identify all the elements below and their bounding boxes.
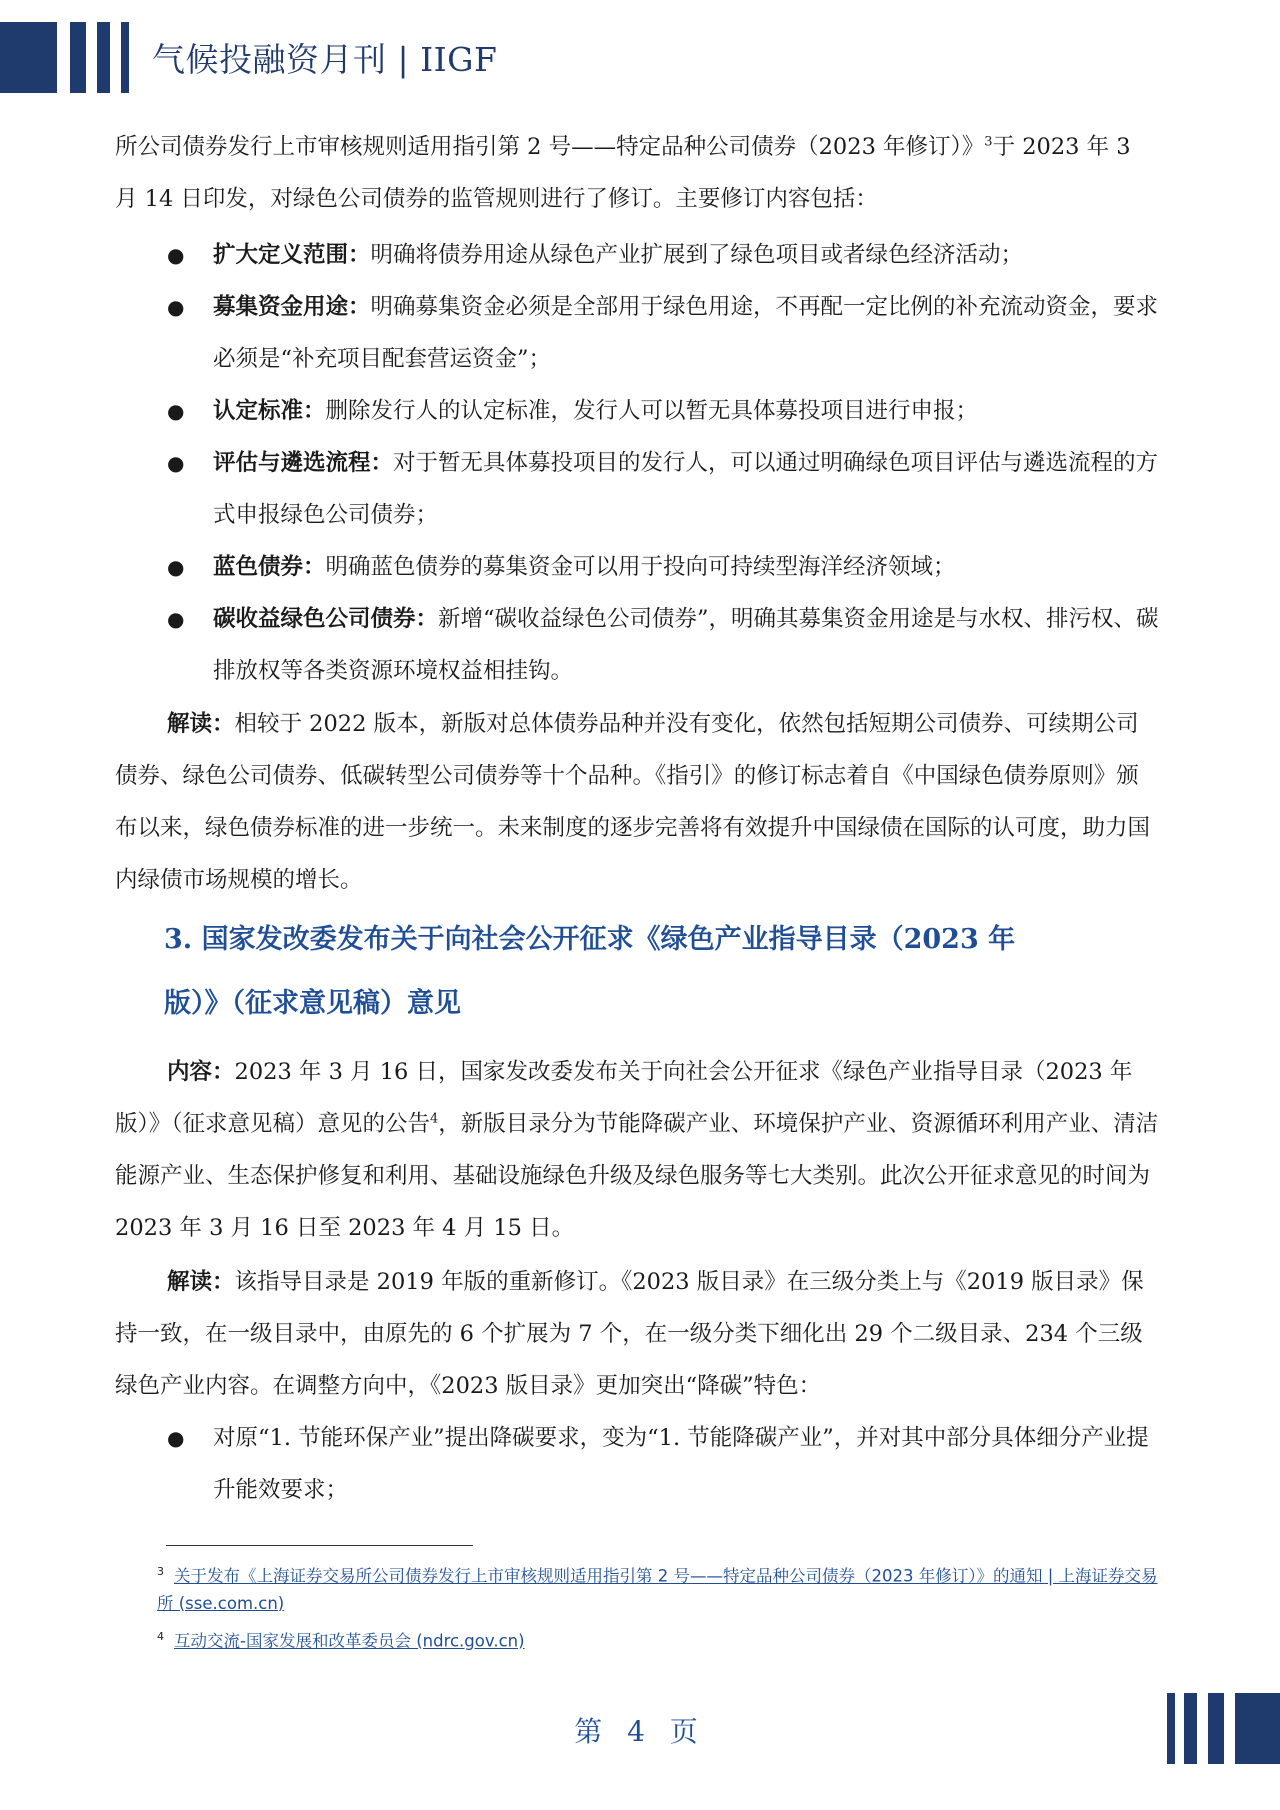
bullet-icon: ●	[167, 451, 185, 475]
footer-bar	[1184, 1693, 1197, 1764]
analysis-paragraph: 解读：相较于 2022 版本，新版对总体债券品种并没有变化，依然包括短期公司债券、可续期公司债券、绿色公司债券、低碳转型公司债券等十个品种。《指引》的修订标志着自《中国绿色债券原则》颁布以来，绿色债券标准的进一步统一。未来制度的逐步完善将有效提升中国绿债在国际的认可度，助力国内绿债市场规模的增长。	[115, 711, 1151, 893]
list-item: ● 募集资金用途：明确募集资金必须是全部用于绿色用途，不再配一定比例的补充流动资金，要求必须是“补充项目配套营运资金”；	[115, 281, 1160, 385]
content-paragraph: 内容：2023 年 3 月 16 日，国家发改委发布关于向社会公开征求《绿色产业指导目录（2023 年版）》（征求意见稿）意见的公告$^4$，新版目录分为节能降碳产业、环境保护产业、资源循环利用产业、清洁能源产业、生态保护修复和利用、基础设施绿色升级及绿色服务等七大类别。此次公开征求意见的时间为 2023 年 3 月 16 日至 2023 年 4 月 15 日。	[115, 1059, 1159, 1241]
analysis-paragraph: 解读：该指导目录是 2019 年版的重新修订。《2023 版目录》在三级分类上与《2019 版目录》保持一致，在一级目录中，由原先的 6 个扩展为 7 个，在一级分类下细化出 29 个二级目录、234 个三级绿色产业内容。在调整方向中，《2023 版目录》更加突出“降碳”特色：	[115, 1269, 1144, 1399]
list-item: ● 评估与遴选流程：对于暂无具体募投项目的发行人，可以通过明确绿色项目评估与遴选流程的方式申报绿色公司债券；	[115, 437, 1160, 541]
header-bar	[97, 22, 110, 93]
bullet-icon: ●	[167, 607, 185, 631]
footnote: $^3$ 关于发布《上海证券交易所公司债券发行上市审核规则适用指引第 2 号——特定品种公司债券（2023 年修订）》的通知 | 上海证券交易所 (sse.com.cn)	[157, 1565, 1158, 1613]
footnote-ref[interactable]: 3	[984, 134, 993, 150]
intro-paragraph: 所公司债券发行上市审核规则适用指引第 2 号——特定品种公司债券（2023 年修订）》$^3$于 2023 年 3 月 14 日印发，对绿色公司债券的监管规则进行了修订。主要修订内容包括：	[115, 134, 1131, 212]
list-item: ● 碳收益绿色公司债券：新增“碳收益绿色公司债券”，明确其募集资金用途是与水权、排污权、碳排放权等各类资源环境权益相挂钩。	[115, 593, 1160, 697]
bullet-icon: ●	[167, 295, 185, 319]
list-item: ● 蓝色债券：明确蓝色债券的募集资金可以用于投向可持续型海洋经济领域；	[115, 541, 1160, 593]
footnote-ref[interactable]: 4	[430, 1111, 439, 1127]
footnote: $^4$ 互动交流-国家发展和改革委员会 (ndrc.gov.cn)	[157, 1630, 525, 1651]
footnote-link[interactable]: 互动交流-国家发展和改革委员会 (ndrc.gov.cn)	[174, 1631, 525, 1651]
footer-bar	[1235, 1693, 1280, 1764]
list-item: ● 认定标准：删除发行人的认定标准，发行人可以暂无具体募投项目进行申报；	[115, 385, 1160, 437]
footnote-link[interactable]: 关于发布《上海证券交易所公司债券发行上市审核规则适用指引第 2 号——特定品种公司债券（2023 年修订）》的通知 | 上海证券交易所 (sse.com.cn)	[157, 1566, 1158, 1613]
bullet-icon: ●	[167, 399, 185, 423]
footer-bar	[1208, 1693, 1224, 1764]
header-bar	[121, 22, 129, 93]
section-heading: 3. 国家发改委发布关于向社会公开征求《绿色产业指导目录（2023 年 版）》（征求意见稿）意见	[164, 924, 1016, 1019]
bullet-icon: ●	[167, 243, 185, 267]
footer-bar	[1167, 1693, 1175, 1764]
header-bar	[70, 22, 86, 93]
header-title: 气候投融资月刊 | IIGF	[152, 40, 498, 79]
footnote-divider	[166, 1545, 473, 1546]
bullet-icon: ●	[167, 555, 185, 579]
list-item: ● 对原“1. 节能环保产业”提出降碳要求，变为“1. 节能降碳产业”，并对其中部分具体细分产业提升能效要求；	[115, 1412, 1160, 1516]
bullet-icon: ●	[167, 1426, 185, 1450]
list-item: ● 扩大定义范围：明确将债券用途从绿色产业扩展到了绿色项目或者绿色经济活动；	[115, 229, 1160, 281]
page-number: 第 4 页	[574, 1715, 706, 1748]
header-bar	[0, 22, 57, 93]
